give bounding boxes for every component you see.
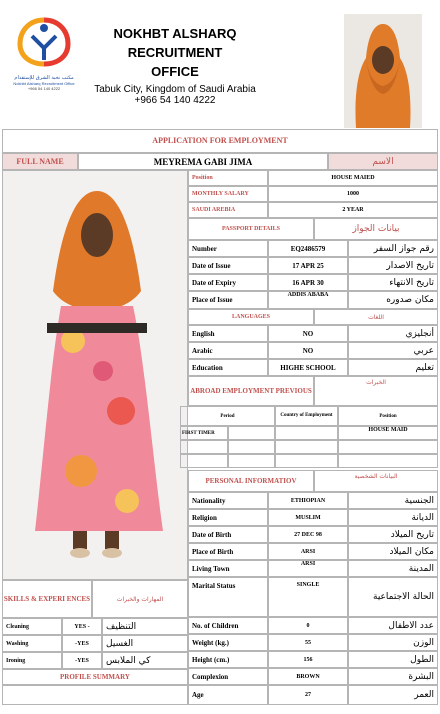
washing-arabic: الغسيل [102, 635, 188, 652]
living-town-label: Living Town [188, 560, 268, 577]
abroad-empty-row [180, 454, 228, 468]
abroad-empty-row [180, 440, 228, 454]
living-town-value: ARSI [268, 560, 348, 577]
passport-expiry-label: Date of Expiry [188, 274, 268, 291]
logo-caption: مكتب نخبة الشرق للإستقدام [14, 75, 74, 81]
passport-expiry-arabic: تاريخ الانتهاء [348, 274, 438, 291]
passport-number-value: EQ2486579 [268, 240, 348, 257]
logo [8, 14, 80, 90]
abroad-col-position: Position [338, 406, 438, 426]
abroad-empty-row [338, 454, 438, 468]
dob-arabic: تاريخ الميلاد [348, 526, 438, 543]
salary-label: MONTHLY SALARY [188, 186, 268, 202]
cleaning-value: YES - [62, 618, 102, 635]
nationality-value: ETHIOPIAN [268, 492, 348, 509]
languages-title-arabic: اللغات [314, 309, 438, 325]
marital-value: SINGLE [268, 577, 348, 617]
passport-number-arabic: رقم جواز السفر [348, 240, 438, 257]
nationality-arabic: الجنسية [348, 492, 438, 509]
living-town-arabic: المدينة [348, 560, 438, 577]
arabic-value: NO [268, 342, 348, 359]
portrait-photo-small [344, 14, 422, 128]
education-value: HIGHE SCHOOL [268, 359, 348, 376]
arabic-label: Arabic [188, 342, 268, 359]
pob-label: Place of Birth [188, 543, 268, 560]
washing-label: Washing [2, 635, 62, 652]
portrait-photo-full [2, 170, 188, 580]
ironing-arabic: كي الملابس [102, 652, 188, 669]
abroad-row-period: FIRST TIMER [180, 426, 228, 440]
pob-value: ARSI [268, 543, 348, 560]
personal-title: PERSONAL INFORMATIOV [188, 470, 314, 492]
application-title: APPLICATION FOR EMPLOYMENT [2, 129, 438, 153]
office-address: Tabuk City, Kingdom of Saudi Arabia [94, 84, 256, 95]
ironing-value: -YES [62, 652, 102, 669]
washing-value: -YES [62, 635, 102, 652]
passport-title-arabic: بيانات الجواز [314, 218, 438, 240]
marital-label: Marital Status [188, 577, 268, 617]
height-arabic: الطول [348, 651, 438, 668]
children-value: 0 [268, 617, 348, 634]
age-arabic: العمر [348, 685, 438, 705]
profile-summary-box [2, 685, 188, 705]
full-name-value: MEYREMA GABI JIMA [78, 153, 328, 170]
office-header [80, 24, 270, 106]
passport-issue-label: Date of Issue [188, 257, 268, 274]
passport-expiry-value: 16 APR 30 [268, 274, 348, 291]
nationality-label: Nationality [188, 492, 268, 509]
weight-value: 55 [268, 634, 348, 651]
height-value: 156 [268, 651, 348, 668]
abroad-empty-row [228, 440, 275, 454]
office-phone: +966 54 140 4222 [134, 95, 216, 106]
ironing-label: Ironing [2, 652, 62, 669]
abroad-row-period-b [228, 426, 275, 440]
complexion-value: BROWN [268, 668, 348, 685]
passport-place-label: Place of Issue [188, 291, 268, 309]
passport-place-arabic: مكان صدوره [348, 291, 438, 309]
abroad-empty-row [275, 454, 338, 468]
cleaning-arabic: التنظيف [102, 618, 188, 635]
logo-small-text: Nokhbt Alsharq Recruitment Office [13, 81, 75, 86]
age-value: 27 [268, 685, 348, 705]
english-arabic: أنجليزي [348, 325, 438, 342]
full-name-arabic: الاسم [328, 153, 438, 170]
skills-title-arabic: المهارات والخبرات [92, 580, 188, 618]
passport-place-value: ADDIS ABABA [268, 291, 348, 309]
age-label: Age [188, 685, 268, 705]
dob-label: Date of Birth [188, 526, 268, 543]
skills-title: SKILLS & EXPERI ENCES [2, 580, 92, 618]
position-label: Position [188, 170, 268, 186]
office-title-line1: NOKHBT ALSHARQ [113, 26, 237, 41]
contract-label: SAUDI AREBIA [188, 202, 268, 218]
children-label: No. of Children [188, 617, 268, 634]
logo-emblem-icon [8, 14, 80, 70]
height-label: Height (cm.) [188, 651, 268, 668]
abroad-col-period: Period [180, 406, 275, 426]
religion-value: MUSLIM [268, 509, 348, 526]
passport-issue-arabic: تاريخ الاصدار [348, 257, 438, 274]
complexion-label: Complexion [188, 668, 268, 685]
pob-arabic: مكان الميلاد [348, 543, 438, 560]
abroad-row-country [275, 426, 338, 440]
full-name-label: FULL NAME [2, 153, 78, 170]
abroad-empty-row [275, 440, 338, 454]
logo-phone: +966 54 140 4222 [27, 86, 61, 91]
contract-value: 2 YEAR [268, 202, 438, 218]
position-value: HOUSE MAIED [268, 170, 438, 186]
education-arabic: تعليم [348, 359, 438, 376]
office-title-line3: OFFICE [151, 64, 199, 79]
dob-value: 27 DEC 98 [268, 526, 348, 543]
passport-title: PASSPORT DETAILS [188, 218, 314, 240]
abroad-empty-row [338, 440, 438, 454]
marital-arabic: الحالة الاجتماعية [348, 577, 438, 617]
children-arabic: عدد الاطفال [348, 617, 438, 634]
religion-label: Religion [188, 509, 268, 526]
cleaning-label: Cleaning [2, 618, 62, 635]
arabic-arabic: عربي [348, 342, 438, 359]
english-value: NO [268, 325, 348, 342]
salary-value: 1000 [268, 186, 438, 202]
abroad-empty-row [228, 454, 275, 468]
personal-title-arabic: البيانات الشخصية [314, 470, 438, 492]
religion-arabic: الديانة [348, 509, 438, 526]
education-label: Education [188, 359, 268, 376]
passport-number-label: Number [188, 240, 268, 257]
abroad-col-country: Country of Employment [275, 406, 338, 426]
weight-label: Weight (kg.) [188, 634, 268, 651]
english-label: English [188, 325, 268, 342]
profile-summary-title: PROFILE SUMMARY [2, 669, 188, 685]
abroad-title: ABROAD EMPLOYMENT PREVIOUS [188, 376, 314, 406]
weight-arabic: الوزن [348, 634, 438, 651]
abroad-title-arabic: الخبرات [314, 376, 438, 406]
office-title-line2: RECRUITMENT [127, 45, 223, 60]
passport-issue-value: 17 APR 25 [268, 257, 348, 274]
complexion-arabic: البشرة [348, 668, 438, 685]
abroad-row-position: HOUSE MAID [338, 426, 438, 440]
languages-title: LANGUAGES [188, 309, 314, 325]
